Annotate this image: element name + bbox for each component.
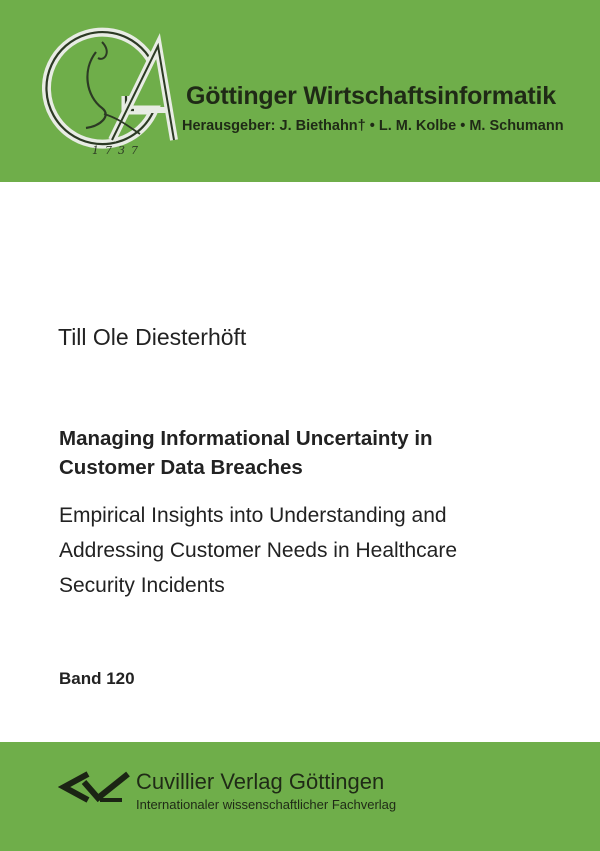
volume-number: Band 120 — [59, 669, 135, 688]
publisher-name: Cuvillier Verlag Göttingen — [136, 769, 385, 794]
series-editors: Herausgeber: J. Biethahn† • L. M. Kolbe • M. Schumann — [182, 118, 564, 134]
book-subtitle-line: Security Incidents — [59, 574, 225, 597]
series-title: Göttinger Wirtschaftsinformatik — [186, 82, 556, 110]
book-title-line: Managing Informational Uncertainty in — [59, 427, 433, 450]
ga-monogram-logo-icon — [42, 22, 182, 162]
book-subtitle-line: Empirical Insights into Understanding and — [59, 504, 447, 527]
book-subtitle-line: Addressing Customer Needs in Healthcare — [59, 539, 458, 562]
cuvillier-logo-icon — [58, 770, 134, 804]
book-author: Till Ole Diesterhöft — [58, 324, 247, 350]
logo-year: 1737 — [92, 144, 144, 157]
book-title-line: Customer Data Breaches — [59, 456, 303, 479]
book-subtitle — [59, 498, 559, 603]
book-title — [59, 424, 559, 482]
publisher-tagline: Internationaler wissenschaftlicher Fachverlag — [136, 797, 397, 812]
